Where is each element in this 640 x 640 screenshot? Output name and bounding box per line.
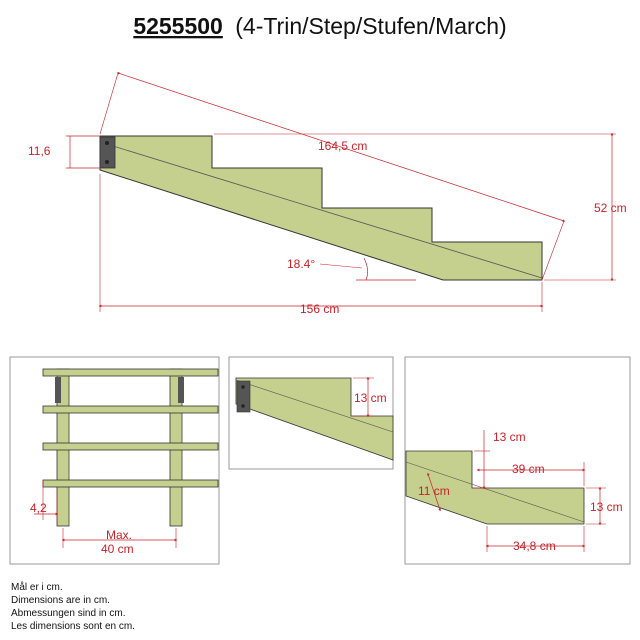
- dim-step-rise: 13 cm: [493, 430, 526, 444]
- note-line: Les dimensions sont en cm.: [11, 621, 135, 632]
- note-line: Abmessungen sind in cm.: [11, 608, 126, 619]
- tread: [43, 406, 218, 413]
- tread: [43, 369, 218, 376]
- dim-riser: 13 cm: [354, 391, 387, 405]
- bracket-bolt: [105, 141, 109, 145]
- dim-length: 164,5 cm: [318, 139, 368, 153]
- dim-tread: 39 cm: [512, 462, 545, 476]
- dim-bottom: 34,8 cm: [513, 539, 556, 553]
- detail-top-riser: [229, 357, 393, 469]
- notes: [11, 581, 135, 632]
- dim-height: 52 cm: [594, 201, 627, 215]
- dim-end-height: 13 cm: [590, 500, 623, 514]
- wall-bracket: [55, 377, 61, 403]
- stringer-main: [100, 136, 542, 280]
- dim-spacing-max: Max.: [106, 528, 133, 542]
- bracket-bolt: [105, 160, 109, 164]
- tread: [43, 480, 218, 487]
- stringer-grain-line: [100, 142, 542, 278]
- dim-run: 156 cm: [300, 302, 340, 316]
- note-line: Dimensions are in cm.: [11, 595, 110, 606]
- dim-spacing-value: 40 cm: [101, 542, 134, 556]
- detail-step-dimensions: [405, 357, 630, 564]
- page-title: [133, 13, 506, 39]
- main-side-view: [28, 73, 627, 316]
- dim-depth: 11 cm: [418, 484, 450, 498]
- product-description: (4-Trin/Step/Stufen/March): [235, 13, 507, 39]
- product-code: 5255500: [133, 13, 223, 39]
- dim-offset: 4,2: [30, 501, 47, 515]
- dim-angle: 18.4°: [287, 257, 316, 271]
- note-line: Mål er i cm.: [11, 582, 63, 593]
- detail-front-spacing: [10, 357, 219, 564]
- wall-bracket: [178, 377, 184, 403]
- dim-thickness: 11,6: [28, 144, 51, 158]
- tread: [43, 443, 218, 450]
